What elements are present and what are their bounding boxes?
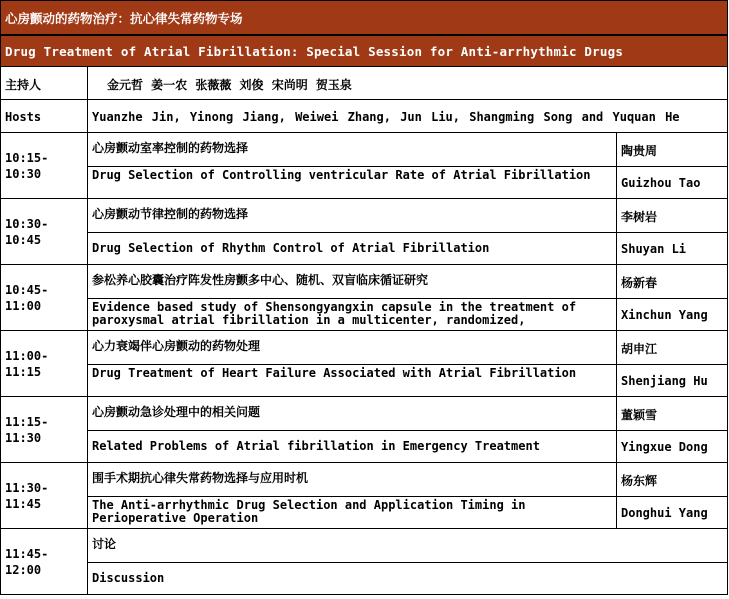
hosts-row-cn — [0, 67, 728, 100]
talk-time-end: 10:45 — [5, 233, 42, 247]
talk-time-end: 11:15 — [5, 365, 42, 379]
session-title-cn: 心房颤动的药物治疗：抗心律失常药物专场 — [0, 0, 728, 35]
speaker-name-en: Donghui Yang — [621, 506, 708, 520]
speaker-name-cn: 李树岩 — [621, 210, 658, 224]
hosts-names-cn: 金元哲 姜一农 张薇薇 刘俊 宋尚明 贺玉泉 — [107, 78, 352, 92]
hosts-label-en: Hosts — [5, 110, 42, 124]
talk-title-cn: 心房颤动节律控制的药物选择 — [92, 207, 249, 221]
speaker-name-cn: 胡申江 — [621, 342, 658, 356]
talk-title-en: The Anti-arrhythmic Drug Selection and Application Timing in Perioperative Operation — [92, 498, 526, 525]
talk-time-start: 11:15- — [5, 415, 49, 429]
speaker-name-en: Shenjiang Hu — [621, 374, 708, 388]
talk-title-cn: 参松养心胶囊治疗阵发性房颤多中心、随机、双盲临床循证研究 — [92, 273, 429, 287]
talk-time-end: 11:30 — [5, 431, 42, 445]
hosts-label-cn: 主持人 — [5, 78, 42, 92]
talk-row — [0, 331, 728, 397]
talk-row — [0, 133, 728, 199]
talk-title-en: Drug Treatment of Heart Failure Associated with Atrial Fibrillation — [92, 366, 577, 380]
speaker-name-cn: 董颖雪 — [621, 408, 658, 422]
talk-title-en: Drug Selection of Controlling ventricular Rate of Atrial Fibrillation — [92, 168, 591, 182]
speaker-name-en: Yingxue Dong — [621, 440, 708, 454]
talk-title-en: Drug Selection of Rhythm Control of Atrial Fibrillation — [92, 241, 490, 255]
talk-title-cn: 心力衰竭伴心房颤动的药物处理 — [92, 339, 261, 353]
talk-row — [0, 265, 728, 331]
speaker-name-en: Xinchun Yang — [621, 308, 708, 322]
talk-title-cn: 围手术期抗心律失常药物选择与应用时机 — [92, 471, 309, 485]
speaker-name-cn: 杨东辉 — [621, 474, 658, 488]
speaker-name-cn: 杨新春 — [621, 276, 658, 290]
discussion-time-start: 11:45- — [5, 547, 49, 561]
discussion-time-end: 12:00 — [5, 563, 42, 577]
speaker-name-en: Shuyan Li — [621, 242, 687, 256]
talk-time-start: 10:45- — [5, 283, 49, 297]
talk-time-start: 10:15- — [5, 151, 49, 165]
talk-time-end: 11:45 — [5, 497, 42, 511]
talk-row — [0, 199, 728, 265]
discussion-title-en: Discussion — [92, 571, 165, 585]
talk-row — [0, 463, 728, 529]
discussion-row — [0, 529, 728, 595]
talk-time-start: 11:00- — [5, 349, 49, 363]
discussion-title-cn: 讨论 — [92, 537, 117, 551]
hosts-names-en: Yuanzhe Jin, Yinong Jiang, Weiwei Zhang, Jun Liu, Shangming Song and Yuquan He — [92, 110, 680, 124]
talk-title-cn: 心房颤动急诊处理中的相关问题 — [92, 405, 261, 419]
talk-time-start: 11:30- — [5, 481, 49, 495]
talk-title-cn: 心房颤动室率控制的药物选择 — [92, 141, 249, 155]
talk-time-end: 10:30 — [5, 167, 42, 181]
speaker-name-en: Guizhou Tao — [621, 176, 701, 190]
hosts-row-en — [0, 100, 728, 133]
talk-row — [0, 397, 728, 463]
talk-time-start: 10:30- — [5, 217, 49, 231]
talk-title-en: Related Problems of Atrial fibrillation in Emergency Treatment — [92, 439, 540, 453]
speaker-name-cn: 陶贵周 — [621, 144, 658, 158]
session-title-en: Drug Treatment of Atrial Fibrillation: Special Session for Anti-arrhythmic Drugs — [0, 35, 728, 67]
talk-title-en: Evidence based study of Shensongyangxin capsule in the treatment of paroxysmal atrial fibrillation in a multicenter, randomized, — [92, 301, 577, 327]
talk-time-end: 11:00 — [5, 299, 42, 313]
